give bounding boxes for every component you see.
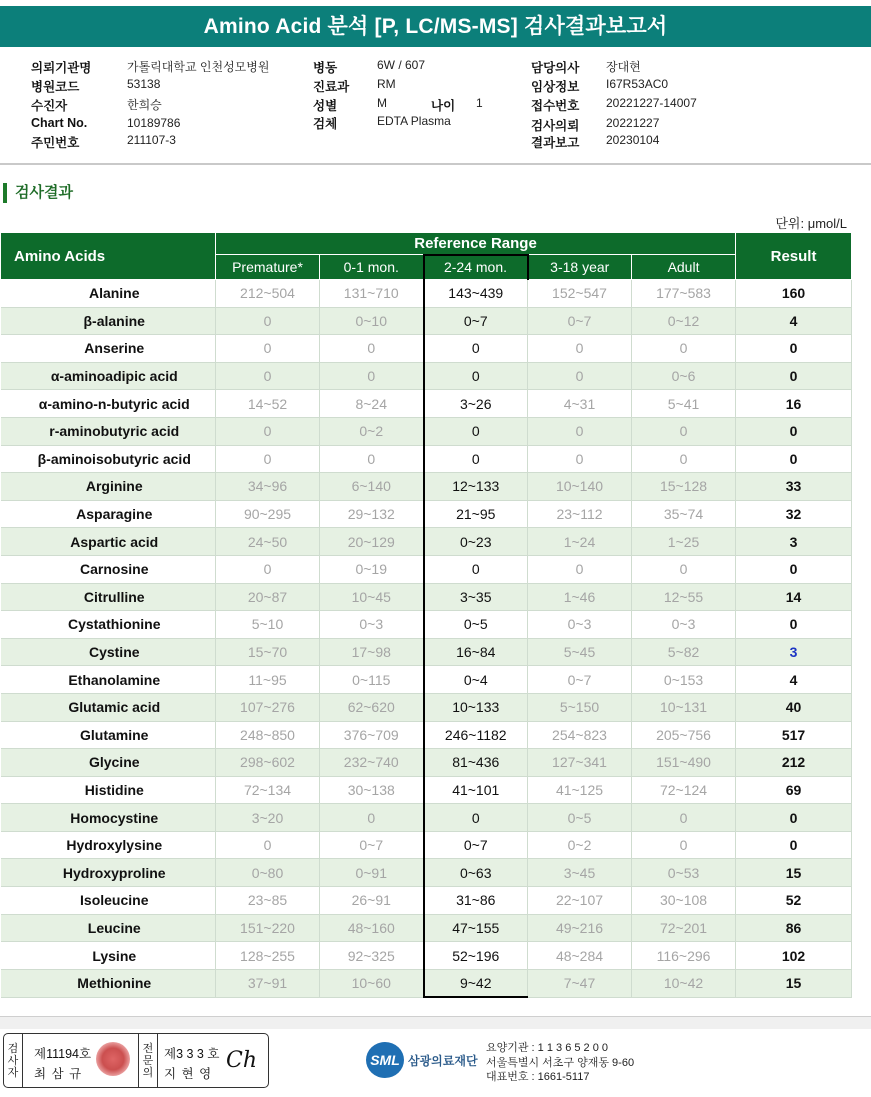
reference-range-cell: 10~140 [528,473,632,501]
info-value: RM [377,77,396,91]
reference-range-cell: 10~45 [320,583,424,611]
result-value: 86 [736,914,852,942]
reference-range-cell: 41~101 [424,776,528,804]
info-label: 주민번호 [31,136,80,150]
info-label: Chart No. [31,116,88,130]
result-value: 33 [736,473,852,501]
reference-range-cell: 0~10 [320,307,424,335]
reference-range-cell: 35~74 [632,500,736,528]
info-value: 한희승 [127,98,162,112]
amino-acid-name: Lysine [1,942,216,970]
result-value: 15 [736,859,852,887]
info-label: 의뢰기관명 [31,61,92,75]
reference-range-cell: 0 [216,831,320,859]
amino-acid-name: Methionine [1,969,216,997]
info-label: 수진자 [31,99,68,113]
result-value: 0 [736,555,852,583]
table-row [1,307,852,335]
table-row [1,859,852,887]
table-row [1,500,852,528]
reference-range-cell: 17~98 [320,638,424,666]
reference-range-cell: 48~160 [320,914,424,942]
info-value: 211107-3 [127,133,176,147]
info-value: 53138 [127,77,161,91]
reference-range-cell: 10~60 [320,969,424,997]
result-value: 15 [736,969,852,997]
reference-range-cell: 30~138 [320,776,424,804]
table-row [1,776,852,804]
table-row [1,831,852,859]
report-title: Amino Acid 분석 [P, LC/MS-MS] 검사결과보고서 [0,6,871,47]
table-row [1,417,852,445]
reference-range-cell: 16~84 [424,638,528,666]
reference-range-cell: 0~91 [320,859,424,887]
reference-range-cell: 254~823 [528,721,632,749]
header-adult: Adult [632,255,736,280]
result-value: 69 [736,776,852,804]
reference-range-cell: 246~1182 [424,721,528,749]
amino-acid-name: Cystine [1,638,216,666]
reference-range-cell: 47~155 [424,914,528,942]
reference-range-cell: 9~42 [424,969,528,997]
reference-range-cell: 11~95 [216,666,320,694]
info-label: 검체 [313,117,338,131]
reference-range-cell: 3~45 [528,859,632,887]
info-label: 담당의사 [531,61,580,75]
table-row [1,473,852,501]
reference-range-cell: 0~23 [424,528,528,556]
reference-range-cell: 0 [216,445,320,473]
label-char: 의 [142,1066,154,1079]
amino-acid-name: Aspartic acid [1,528,216,556]
reference-range-cell: 37~91 [216,969,320,997]
result-value: 40 [736,693,852,721]
reference-range-cell: 29~132 [320,500,424,528]
table-row [1,887,852,915]
reference-range-cell: 0~3 [320,611,424,639]
label-char: 사 [7,1054,19,1067]
reference-range-cell: 151~490 [632,749,736,777]
amino-acid-name: Leucine [1,914,216,942]
reference-range-cell: 10~131 [632,693,736,721]
header-premature: Premature* [216,255,320,280]
label-char: 문 [142,1054,154,1067]
reference-range-cell: 151~220 [216,914,320,942]
info-value: I67R53AC0 [606,77,669,91]
reference-range-cell: 248~850 [216,721,320,749]
reference-range-cell: 232~740 [320,749,424,777]
reference-range-cell: 0~153 [632,666,736,694]
result-value: 102 [736,942,852,970]
section-title: 검사결과 [3,183,73,203]
reference-range-cell: 0 [320,804,424,832]
reference-range-cell: 107~276 [216,693,320,721]
reference-range-cell: 3~20 [216,804,320,832]
reference-range-cell: 0 [216,307,320,335]
reference-range-cell: 72~201 [632,914,736,942]
amino-acid-name: Citrulline [1,583,216,611]
reference-range-cell: 177~583 [632,280,736,308]
reference-range-cell: 7~47 [528,969,632,997]
table-row [1,721,852,749]
result-value: 3 [736,638,852,666]
table-row [1,749,852,777]
header-amino-acids: Amino Acids [1,233,216,280]
result-value: 0 [736,611,852,639]
amino-acid-name: Homocystine [1,804,216,832]
table-row [1,638,852,666]
results-table [0,232,852,998]
reference-range-cell: 376~709 [320,721,424,749]
amino-acid-name: Ethanolamine [1,666,216,694]
reference-range-cell: 31~86 [424,887,528,915]
reference-range-cell: 8~24 [320,390,424,418]
result-value: 517 [736,721,852,749]
table-row [1,611,852,639]
reference-range-cell: 15~70 [216,638,320,666]
sml-logo-icon: SML [366,1042,404,1078]
reference-range-cell: 5~150 [528,693,632,721]
reference-range-cell: 21~95 [424,500,528,528]
reference-range-cell: 10~42 [632,969,736,997]
reference-range-cell: 0~7 [424,307,528,335]
reference-range-cell: 62~620 [320,693,424,721]
divider [0,163,871,165]
reference-range-cell: 92~325 [320,942,424,970]
reference-range-cell: 22~107 [528,887,632,915]
tester-license: 제11194호 [34,1047,92,1061]
amino-acid-name: β-aminoisobutyric acid [1,445,216,473]
info-value: EDTA Plasma [377,114,451,128]
table-row [1,335,852,363]
seal-stamp-icon [96,1042,130,1076]
reference-range-cell: 0~63 [424,859,528,887]
amino-acid-name: r-aminobutyric acid [1,417,216,445]
reference-range-cell: 0 [528,445,632,473]
reference-range-cell: 0~12 [632,307,736,335]
reference-range-cell: 72~134 [216,776,320,804]
amino-acid-name: Asparagine [1,500,216,528]
amino-acid-name: Hydroxyproline [1,859,216,887]
reference-range-cell: 128~255 [216,942,320,970]
result-value: 0 [736,362,852,390]
lab-info-line: 요양기관 : 1 1 3 6 5 2 0 0 [486,1042,609,1054]
result-value: 14 [736,583,852,611]
reference-range-cell: 26~91 [320,887,424,915]
table-row [1,362,852,390]
reference-range-cell: 5~82 [632,638,736,666]
reference-range-cell: 0 [424,335,528,363]
result-value: 0 [736,335,852,363]
reference-range-cell: 0 [216,335,320,363]
reference-range-cell: 0~7 [528,307,632,335]
header-result: Result [736,233,852,280]
amino-acid-name: Isoleucine [1,887,216,915]
result-value: 3 [736,528,852,556]
patient-info [0,56,871,154]
amino-acid-name: α-amino-n-butyric acid [1,390,216,418]
table-row [1,390,852,418]
table-row [1,280,852,308]
reference-range-cell: 0~2 [528,831,632,859]
reference-range-cell: 0~4 [424,666,528,694]
info-value: 장대현 [606,60,641,74]
lab-info-line: 대표번호 : 1661-5117 [486,1071,590,1083]
reference-range-cell: 1~24 [528,528,632,556]
reference-range-cell: 0~53 [632,859,736,887]
info-value: M [377,96,387,110]
tester-label [4,1034,23,1087]
signature-box [3,1033,269,1088]
reference-range-cell: 52~196 [424,942,528,970]
reference-range-cell: 0 [424,804,528,832]
reference-range-cell: 0 [632,335,736,363]
table-row [1,583,852,611]
result-value: 4 [736,666,852,694]
info-value: 20221227 [606,116,660,130]
amino-acid-name: Cystathionine [1,611,216,639]
reference-range-cell: 0~80 [216,859,320,887]
info-label: 결과보고 [531,136,580,150]
reference-range-cell: 41~125 [528,776,632,804]
specialist-label [138,1034,158,1087]
table-row [1,693,852,721]
reference-range-cell: 0~6 [632,362,736,390]
reference-range-cell: 48~284 [528,942,632,970]
reference-range-cell: 143~439 [424,280,528,308]
info-label: 진료과 [313,80,350,94]
reference-range-cell: 12~133 [424,473,528,501]
reference-range-cell: 5~45 [528,638,632,666]
result-value: 52 [736,887,852,915]
result-value: 16 [736,390,852,418]
specialist-name: 지 현 영 [164,1067,213,1081]
reference-range-cell: 0~19 [320,555,424,583]
result-value: 212 [736,749,852,777]
reference-range-cell: 34~96 [216,473,320,501]
reference-range-cell: 5~41 [632,390,736,418]
reference-range-cell: 14~52 [216,390,320,418]
header-0-1-mon: 0-1 mon. [320,255,424,280]
info-value: 1 [476,96,483,110]
table-row [1,528,852,556]
label-char: 검 [7,1042,19,1055]
result-value: 0 [736,831,852,859]
header-2-24-mon: 2-24 mon. [424,255,528,280]
amino-acid-name: Histidine [1,776,216,804]
footer-divider [0,1016,871,1029]
reference-range-cell: 0~3 [528,611,632,639]
reference-range-cell: 12~55 [632,583,736,611]
reference-range-cell: 0 [320,445,424,473]
amino-acid-name: Glycine [1,749,216,777]
reference-range-cell: 0 [528,417,632,445]
reference-range-cell: 1~46 [528,583,632,611]
reference-range-cell: 0 [528,362,632,390]
amino-acid-name: Glutamine [1,721,216,749]
label-char: 자 [7,1066,19,1079]
amino-acid-name: Carnosine [1,555,216,583]
reference-range-cell: 116~296 [632,942,736,970]
reference-range-cell: 15~128 [632,473,736,501]
info-label: 병원코드 [31,80,80,94]
reference-range-cell: 3~26 [424,390,528,418]
reference-range-cell: 0~3 [632,611,736,639]
table-row [1,804,852,832]
reference-range-cell: 4~31 [528,390,632,418]
info-label: 임상정보 [531,80,580,94]
info-value: 20230104 [606,133,660,147]
amino-acid-name: Hydroxylysine [1,831,216,859]
info-label: 검사의뢰 [531,119,580,133]
table-row [1,555,852,583]
reference-range-cell: 5~10 [216,611,320,639]
amino-acid-name: Arginine [1,473,216,501]
reference-range-cell: 23~85 [216,887,320,915]
reference-range-cell: 6~140 [320,473,424,501]
header-reference-range: Reference Range [216,233,736,255]
reference-range-cell: 0 [216,417,320,445]
reference-range-cell: 0 [632,445,736,473]
info-value: 20221227-14007 [606,96,697,110]
reference-range-cell: 205~756 [632,721,736,749]
reference-range-cell: 0 [320,362,424,390]
label-char: 전 [142,1042,154,1055]
reference-range-cell: 20~129 [320,528,424,556]
reference-range-cell: 3~35 [424,583,528,611]
reference-range-cell: 131~710 [320,280,424,308]
info-value: 6W / 607 [377,58,426,72]
table-row [1,666,852,694]
reference-range-cell: 0 [632,831,736,859]
result-value: 0 [736,445,852,473]
lab-info [486,1041,634,1085]
info-label: 접수번호 [531,99,580,113]
header-3-18-year: 3-18 year [528,255,632,280]
reference-range-cell: 23~112 [528,500,632,528]
reference-range-cell: 0 [424,555,528,583]
reference-range-cell: 0 [424,445,528,473]
reference-range-cell: 0 [632,555,736,583]
lab-name: 삼광의료재단 [408,1054,478,1068]
info-value: 가톨릭대학교 인천성모병원 [127,60,270,74]
result-value: 0 [736,417,852,445]
result-value: 32 [736,500,852,528]
unit-label: 단위: μmol/L [775,216,847,231]
reference-range-cell: 0 [216,362,320,390]
result-value: 160 [736,280,852,308]
reference-range-cell: 10~133 [424,693,528,721]
table-row [1,942,852,970]
reference-range-cell: 0 [424,417,528,445]
reference-range-cell: 24~50 [216,528,320,556]
reference-range-cell: 1~25 [632,528,736,556]
reference-range-cell: 90~295 [216,500,320,528]
reference-range-cell: 0 [632,804,736,832]
info-label: 병동 [313,61,338,75]
amino-acid-name: α-aminoadipic acid [1,362,216,390]
results-body [1,280,852,998]
lab-info-line: 서울특별시 서초구 양재동 9-60 [486,1056,635,1069]
reference-range-cell: 49~216 [528,914,632,942]
reference-range-cell: 30~108 [632,887,736,915]
result-value: 0 [736,804,852,832]
reference-range-cell: 0~115 [320,666,424,694]
reference-range-cell: 0 [632,417,736,445]
reference-range-cell: 0 [320,335,424,363]
amino-acid-name: Alanine [1,280,216,308]
reference-range-cell: 152~547 [528,280,632,308]
reference-range-cell: 81~436 [424,749,528,777]
table-row [1,969,852,997]
info-label: 나이 [431,99,456,113]
specialist-license: 제3 3 3 호 [164,1047,220,1061]
reference-range-cell: 127~341 [528,749,632,777]
result-value: 4 [736,307,852,335]
signature-icon: Ch [226,1048,258,1073]
reference-range-cell: 0 [528,335,632,363]
tester-name: 최 삼 규 [34,1067,83,1081]
reference-range-cell: 0~5 [424,611,528,639]
table-row [1,445,852,473]
reference-range-cell: 0~7 [424,831,528,859]
reference-range-cell: 212~504 [216,280,320,308]
reference-range-cell: 72~124 [632,776,736,804]
reference-range-cell: 0~5 [528,804,632,832]
info-label: 성별 [313,99,338,113]
reference-range-cell: 0~7 [320,831,424,859]
amino-acid-name: β-alanine [1,307,216,335]
info-value: 10189786 [127,116,181,130]
reference-range-cell: 0 [216,555,320,583]
reference-range-cell: 0~7 [528,666,632,694]
reference-range-cell: 0 [528,555,632,583]
amino-acid-name: Anserine [1,335,216,363]
reference-range-cell: 0 [424,362,528,390]
table-row [1,914,852,942]
reference-range-cell: 0~2 [320,417,424,445]
reference-range-cell: 20~87 [216,583,320,611]
reference-range-cell: 298~602 [216,749,320,777]
amino-acid-name: Glutamic acid [1,693,216,721]
